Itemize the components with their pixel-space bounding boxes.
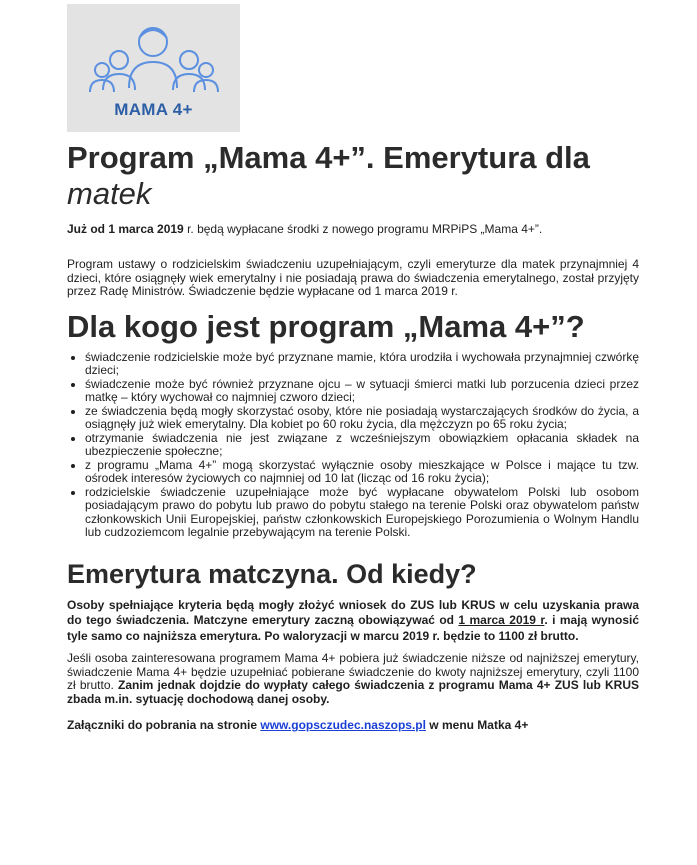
title-main: Program „Mama 4+”. Emerytura dla: [67, 140, 590, 175]
website-link[interactable]: www.gopsczudec.naszops.pl: [260, 718, 426, 732]
p1-end: . i mają wynosić tyle samo co najniższa emerytura. Po waloryzacji w marcu 2019 r. będzie to 1100 zł brutto.: [67, 613, 639, 643]
list-item: • z programu „Mama 4+” mogą skorzystać wyłącznie osoby mieszkające w Polsce i mające tu tzw. ośrodek interesów życiowych co najmniej od 10 lat (licząc od 16 roku życia);: [85, 459, 639, 486]
bold-paragraph: [67, 598, 639, 645]
p2-start: Jeśli osoba zainteresowana programem Mama 4+ pobiera już świadczenie niższe od najniższej emerytury, świadczenie Mama 4+ będzie uzupełniać pobierane świadczenie do kwoty najniższej emerytury, czyli 1100 zł brutto.: [67, 651, 639, 692]
footer-before: Załączniki do pobrania na stronie: [67, 718, 261, 732]
attachments-note: [67, 718, 639, 733]
section-heading-when: Emerytura matczyna. Od kiedy?: [67, 558, 477, 589]
date-underlined: 1 marca 2019 r: [458, 613, 545, 627]
list-item: • otrzymanie świadczenia nie jest związane z wcześniejszym obowiązkiem opłacania składek na ubezpieczenie społeczne;: [85, 432, 639, 459]
footer-after: w menu Matka 4+: [425, 718, 529, 732]
list-item: • świadczenie może być również przyznane ojcu – w sytuacji śmierci matki lub porzucenia dzieci przez matkę – który wychował co najmniej czworo dzieci;: [85, 378, 639, 405]
logo-text: MAMA 4+: [114, 100, 193, 119]
supplement-paragraph: [67, 652, 639, 706]
lead-rest: r. będą wypłacane środki z nowego programu MRPiPS „Mama 4+”.: [183, 222, 543, 236]
logo: [67, 4, 240, 132]
list-item: • rodzicielskie świadczenie uzupełniające może być wypłacane obywatelom Polski lub osobom posiadającym prawo do pobytu lub prawo do pobytu stałego na terenie Polski oraz obywatelom państw członkowskich Unii Europejskiej, państw członkowskich Europejskiego Porozumienia o Wolnym Handlu lub cudzoziemcom legalnie przebywającym na terenie Polski.: [85, 486, 639, 540]
intro-paragraph: Program ustawy o rodzicielskim świadczeniu uzupełniającym, czyli emeryturze dla matek przynajmniej 4 dzieci, które osiągnęły wiek emerytalny i nie posiadają prawa do świadczenia emerytalnego, został przyjęty przez Radę Ministrów. Świadczenie będzie wypłacane od 1 marca 2019 r.: [67, 257, 639, 298]
section-heading-who: Dla kogo jest program „Mama 4+”?: [67, 308, 585, 344]
lead-bold: Już od 1 marca 2019: [67, 222, 184, 236]
page-title: [67, 140, 639, 212]
p2-bold: Zanim jednak dojdzie do wypłaty całego świadczenia z programu Mama 4+ ZUS lub KRUS zbada m.in. sytuację dochodową danej osoby.: [67, 678, 639, 706]
document-body: [67, 140, 639, 733]
eligibility-list: [67, 351, 639, 540]
p1-start: Osoby spełniające kryteria będą mogły złożyć wniosek do ZUS lub KRUS w celu uzyskania prawa do tego świadczenia. Matczyne emerytury zaczną obowiązywać od: [67, 597, 639, 627]
list-item: • ze świadczenia będą mogły skorzystać osoby, które nie posiadają wystarczających środków do życia, a osiągnęły już wiek emerytalny. Dla kobiet po 60 roku życia, dla mężczyzn po 65 roku życia;: [85, 405, 639, 432]
lead-paragraph: [67, 222, 639, 237]
list-item: • świadczenie rodzicielskie może być przyznane mamie, która urodziła i wychowała przynajmniej czwórkę dzieci;: [85, 351, 639, 378]
title-italic: matek: [67, 176, 152, 211]
